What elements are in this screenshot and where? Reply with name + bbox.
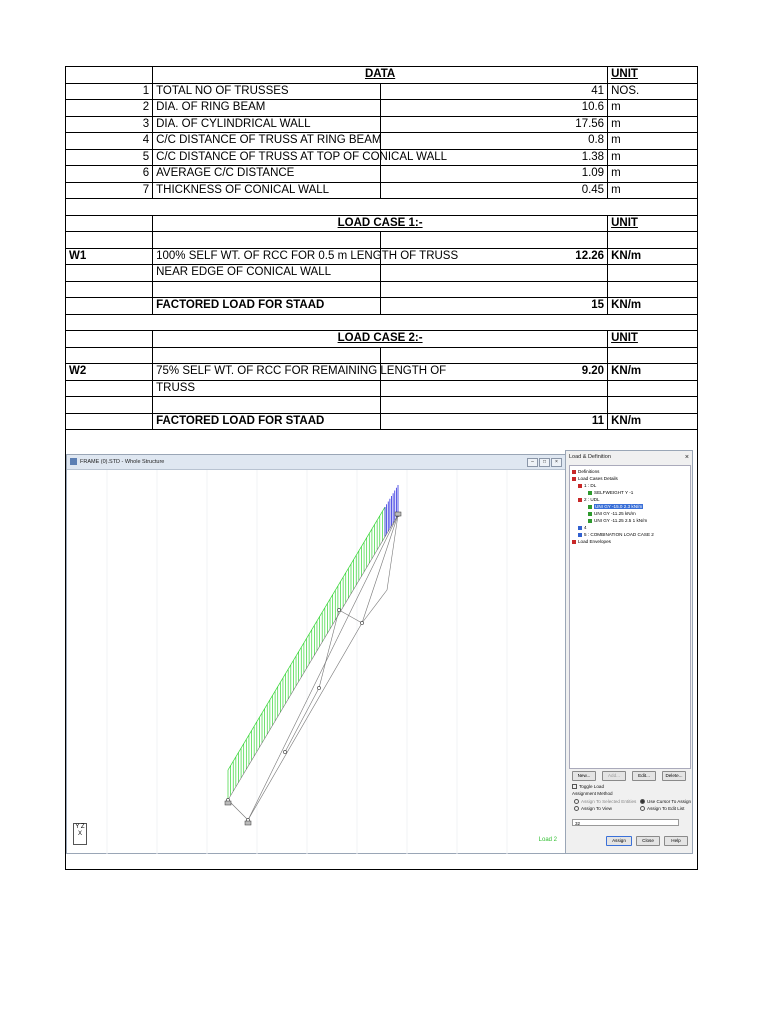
factored-load-2-unit: KN/m xyxy=(608,413,698,430)
row-description: AVERAGE C/C DISTANCE xyxy=(153,166,380,183)
app-icon xyxy=(70,458,77,465)
load-case-2-unit: KN/m xyxy=(608,364,698,381)
structure-canvas[interactable] xyxy=(67,470,565,853)
tree-item-selected[interactable]: UNI GY -15.0 2.3 kN/m xyxy=(588,504,643,510)
load-item-icon xyxy=(588,512,592,516)
factored-load-2-value: 11 xyxy=(380,413,607,430)
load-item-icon xyxy=(588,519,592,523)
table-row xyxy=(66,116,698,133)
assign-button[interactable]: Assign xyxy=(606,836,632,846)
factored-load-1-value: 15 xyxy=(380,298,607,315)
combination-icon xyxy=(578,533,582,537)
row-number: 4 xyxy=(66,133,153,150)
maximize-icon[interactable]: □ xyxy=(539,458,550,467)
load-item-icon xyxy=(588,505,592,509)
data-header: DATA xyxy=(153,67,608,84)
tree-item[interactable]: UNI GY -11.25 2.5 1 kN/m xyxy=(588,518,647,524)
row-value: 1.09 xyxy=(380,166,607,183)
assignment-method-label: Assignment Method xyxy=(572,791,613,796)
row-description: C/C DISTANCE OF TRUSS AT RING BEAM xyxy=(153,133,380,150)
load-case-icon xyxy=(578,526,582,530)
tree-item[interactable]: UNI GY -11.25 kN/m xyxy=(588,511,636,517)
row-unit: m xyxy=(608,182,698,199)
tree-item[interactable]: SELFWEIGHT Y -1 xyxy=(588,490,633,496)
row-value: 0.45 xyxy=(380,182,607,199)
truss-nodes xyxy=(226,513,399,821)
axis-triad: Y Z X xyxy=(73,823,87,845)
row-value: 0.8 xyxy=(380,133,607,150)
close-button[interactable]: Close xyxy=(636,836,660,846)
load-case-icon xyxy=(578,484,582,488)
assign-selected-radio[interactable]: Assign To Selected Entities xyxy=(574,799,636,805)
load-case-2-header: LOAD CASE 2:- xyxy=(153,331,608,348)
tree-item[interactable]: Definitions xyxy=(572,469,599,475)
unit-header: UNIT xyxy=(608,67,698,84)
factored-load-1-label: FACTORED LOAD FOR STAAD xyxy=(153,298,380,315)
factored-load-1-unit: KN/m xyxy=(608,298,698,315)
row-unit: m xyxy=(608,133,698,150)
load-case-2-unit-header: UNIT xyxy=(608,331,698,348)
tree-item[interactable]: 2 : UDL xyxy=(578,497,600,503)
assign-edit-list-radio[interactable]: Assign To Edit List xyxy=(640,806,684,812)
close-icon[interactable]: × xyxy=(551,458,562,467)
load-case-1-desc-cont: NEAR EDGE OF CONICAL WALL xyxy=(153,265,380,282)
row-description: C/C DISTANCE OF TRUSS AT TOP OF CONICAL WALL xyxy=(153,149,380,166)
use-cursor-radio[interactable]: Use Cursor To Assign xyxy=(640,799,691,805)
edit-button[interactable]: Edit... xyxy=(632,771,656,781)
assign-view-radio[interactable]: Assign To View xyxy=(574,806,612,812)
table-row xyxy=(66,149,698,166)
tree-item[interactable]: Load Envelopes xyxy=(572,539,611,545)
dialog-titlebar xyxy=(566,451,692,464)
load-case-2-desc-cont: TRUSS xyxy=(153,380,380,397)
load-tree[interactable] xyxy=(569,465,691,769)
row-number: 2 xyxy=(66,100,153,117)
load-case-1-header: LOAD CASE 1:- xyxy=(153,215,608,232)
row-value: 1.38 xyxy=(380,149,607,166)
load-case-icon xyxy=(578,498,582,502)
row-number: 6 xyxy=(66,166,153,183)
tree-item[interactable]: 5 : COMBINATION LOAD CASE 2 xyxy=(578,532,654,538)
tree-item[interactable]: 4 xyxy=(578,525,587,531)
row-description: DIA. OF RING BEAM xyxy=(153,100,380,117)
table-row xyxy=(66,133,698,150)
row-unit: m xyxy=(608,166,698,183)
row-description: TOTAL NO OF TRUSSES xyxy=(153,83,380,100)
delete-button[interactable]: Delete... xyxy=(662,771,686,781)
row-unit: NOS. xyxy=(608,83,698,100)
toggle-load-checkbox[interactable]: Toggle Load xyxy=(572,784,604,790)
definitions-icon xyxy=(572,470,576,474)
table-row xyxy=(66,166,698,183)
table-row xyxy=(66,100,698,117)
load-definition-dialog xyxy=(565,450,693,854)
load-label: Load 2 xyxy=(538,837,557,843)
load-case-1-unit-header: UNIT xyxy=(608,215,698,232)
new-button[interactable]: New... xyxy=(572,771,596,781)
frame-window-titlebar xyxy=(67,455,565,470)
row-value: 41 xyxy=(380,83,607,100)
tree-item[interactable]: 1 : DL xyxy=(578,483,596,489)
envelope-icon xyxy=(572,540,576,544)
row-unit: m xyxy=(608,100,698,117)
row-value: 10.6 xyxy=(380,100,607,117)
row-number: 7 xyxy=(66,182,153,199)
load-case-1-desc: 100% SELF WT. OF RCC FOR 0.5 m LENGTH OF TRUSS xyxy=(153,248,380,265)
frame-window-title: FRAME (0).STD - Whole Structure xyxy=(80,459,165,465)
support-icons xyxy=(225,512,401,825)
row-description: THICKNESS OF CONICAL WALL xyxy=(153,182,380,199)
help-button[interactable]: Help xyxy=(664,836,688,846)
edit-list-input[interactable]: 32 xyxy=(572,819,679,826)
row-description: DIA. OF CYLINDRICAL WALL xyxy=(153,116,380,133)
row-number: 1 xyxy=(66,83,153,100)
load-case-1-value: 12.26 xyxy=(380,248,607,265)
load-item-icon xyxy=(588,491,592,495)
load-case-2-value: 9.20 xyxy=(380,364,607,381)
staad-screenshot xyxy=(66,450,697,858)
truss-members xyxy=(228,515,398,820)
close-icon[interactable]: × xyxy=(684,454,689,461)
load-case-1-unit: KN/m xyxy=(608,248,698,265)
truss-drawing xyxy=(67,470,565,854)
add-button[interactable]: Add... xyxy=(602,771,626,781)
dialog-title: Load & Definition xyxy=(569,454,611,460)
table-row xyxy=(66,83,698,100)
tree-item[interactable]: Load Cases Details xyxy=(572,476,618,482)
table-row xyxy=(66,182,698,199)
row-unit: m xyxy=(608,149,698,166)
row-number: 5 xyxy=(66,149,153,166)
row-number: 3 xyxy=(66,116,153,133)
row-unit: m xyxy=(608,116,698,133)
factored-load-2-label: FACTORED LOAD FOR STAAD xyxy=(153,413,380,430)
load-tag-w1: W1 xyxy=(66,248,153,265)
data-table xyxy=(65,66,698,430)
row-value: 17.56 xyxy=(380,116,607,133)
minimize-icon[interactable]: – xyxy=(527,458,538,467)
load-case-2-desc: 75% SELF WT. OF RCC FOR REMAINING LENGTH OF xyxy=(153,364,380,381)
load-tag-w2: W2 xyxy=(66,364,153,381)
load-cases-icon xyxy=(572,477,576,481)
frame-window xyxy=(66,454,566,854)
